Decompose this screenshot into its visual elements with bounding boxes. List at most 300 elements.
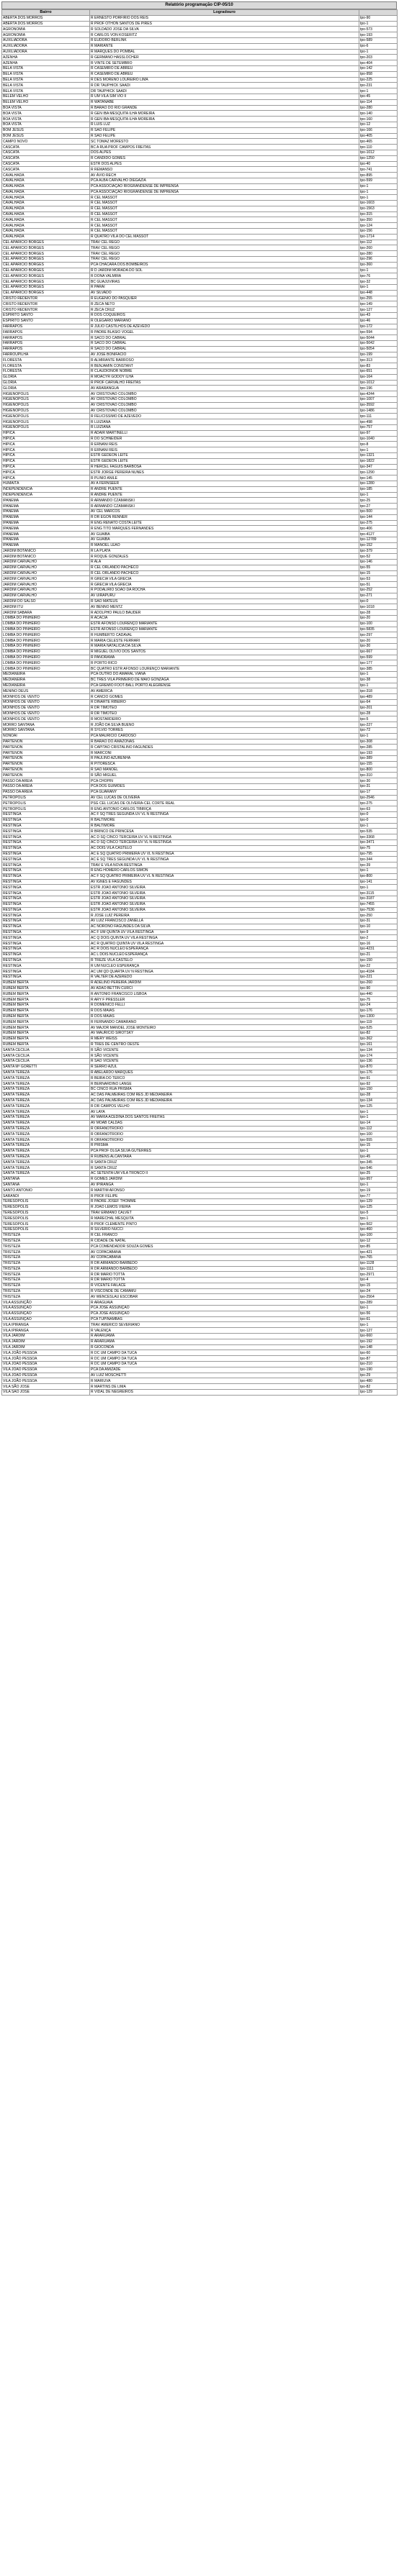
bairro-cell: CAVALHADA — [2, 189, 90, 195]
logradouro-cell: AV MAURICIO SIROTSKY — [90, 1031, 359, 1037]
tpo-cell: tpo-260 — [359, 245, 398, 251]
table-row — [2, 173, 398, 178]
table-row — [2, 716, 398, 722]
table-row — [2, 1064, 398, 1070]
logradouro-cell: R CEL MASSOT — [90, 223, 359, 229]
bairro-cell: RESTINGA — [2, 975, 90, 980]
logradouro-cell: R UM VILA SIM VIO II — [90, 94, 359, 99]
logradouro-cell: R DOMENICO FELLI — [90, 1003, 359, 1009]
tpo-cell: tpo-45 — [359, 94, 398, 99]
bairro-cell: VILA JOÃO PESSOA — [2, 1373, 90, 1378]
tpo-cell: tpo-1563 — [359, 206, 398, 211]
logradouro-cell: R SÃO MIGUEL — [90, 773, 359, 778]
table-row — [2, 722, 398, 728]
table-row — [2, 941, 398, 947]
bairro-cell: RESTINGA — [2, 829, 90, 834]
logradouro-cell: AC R DOIS NUCLEO ESPERANÇA — [90, 947, 359, 952]
tpo-cell: tpo-25 — [359, 1170, 398, 1176]
tpo-cell: tpo-315 — [359, 211, 398, 217]
tpo-cell: tpo-146 — [359, 560, 398, 565]
logradouro-cell: R PITORESCA — [90, 761, 359, 767]
logradouro-cell: R FELICISSIMO DE AZEVEDO — [90, 414, 359, 419]
logradouro-cell: R MERY WEISS — [90, 1036, 359, 1042]
table-row — [2, 71, 398, 77]
tpo-cell: tpo-61 — [359, 1316, 398, 1322]
tpo-cell: tpo-1 — [359, 683, 398, 688]
table-row — [2, 111, 398, 117]
tpo-cell: tpo-1 — [359, 823, 398, 829]
logradouro-cell: AV GUAIBA — [90, 532, 359, 537]
table-row — [2, 1193, 398, 1199]
logradouro-cell: R MARTINS DE LIMA — [90, 1384, 359, 1390]
bairro-cell: CAMPO NOVO — [2, 139, 90, 145]
logradouro-cell: R ARMANDO CZAMANSKI — [90, 504, 359, 509]
logradouro-cell: BC CINCO RUA PRISMA — [90, 1087, 359, 1093]
bairro-cell: PASSO DA AREIA — [2, 789, 90, 795]
logradouro-cell: R CEL MASSOT — [90, 195, 359, 201]
tpo-cell: tpo-800 — [359, 873, 398, 879]
bairro-cell: ABERTA DOS MORROS — [2, 15, 90, 21]
tpo-cell: tpo-155 — [359, 761, 398, 767]
bairro-cell: SANTA TEREZA — [2, 1092, 90, 1098]
bairro-cell: BOM JESUS — [2, 127, 90, 133]
bairro-cell: IPANEMA — [2, 514, 90, 520]
bairro-cell: CAVALHADA — [2, 211, 90, 217]
table-row — [2, 65, 398, 71]
logradouro-cell: AV A FERNSEER — [90, 481, 359, 486]
bairro-cell: ESPIRITO SANTO — [2, 313, 90, 319]
table-row — [2, 1316, 398, 1322]
tpo-cell: tpo-112 — [359, 1126, 398, 1132]
tpo-cell: tpo-134 — [359, 1098, 398, 1103]
logradouro-cell: PCA OUTRO DO AMARAL VIANA — [90, 672, 359, 678]
table-row — [2, 1288, 398, 1294]
bairro-cell: HIGIENOPOLIS — [2, 424, 90, 430]
tpo-cell: tpo-64 — [359, 700, 398, 706]
bairro-cell: SANTA TEREZA — [2, 1126, 90, 1132]
logradouro-cell: AV CEL MARCOS — [90, 509, 359, 514]
bairro-cell: TERESOPOLIS — [2, 1198, 90, 1204]
tpo-cell: tpo-308 — [359, 739, 398, 745]
logradouro-cell: PSG CEL LUCAS DE OLIVEIRA-CEL CORTE REAL — [90, 801, 359, 806]
table-row — [2, 694, 398, 700]
tpo-cell: tpo-193 — [359, 750, 398, 756]
tpo-cell: tpo-82 — [359, 1031, 398, 1037]
bairro-cell: SANTA TEREZA — [2, 1098, 90, 1103]
tpo-cell: tpo-0 — [359, 599, 398, 604]
tpo-cell: tpo-440 — [359, 991, 398, 997]
tpo-cell: tpo-174 — [359, 1053, 398, 1059]
bairro-cell: PETROPOLIS — [2, 795, 90, 801]
table-row — [2, 240, 398, 245]
logradouro-cell: AV LUIZ FRANCISCO ZANELLA — [90, 919, 359, 924]
column-header-bairro: Bairro — [2, 10, 90, 16]
tpo-cell: tpo-252 — [359, 588, 398, 593]
bairro-cell: CRISTO REDENTOR — [2, 296, 90, 301]
bairro-cell: TRISTEZA — [2, 1288, 90, 1294]
table-row — [2, 1210, 398, 1216]
bairro-cell: SANTA Mª GORETTI — [2, 1064, 90, 1070]
table-row — [2, 133, 398, 139]
logradouro-cell: AC F UM QUINTA UV VILA RESTINGA — [90, 929, 359, 935]
bairro-cell: RUBEM BERTA — [2, 1003, 90, 1009]
bairro-cell: VILA IPIRANGA — [2, 1328, 90, 1334]
table-row — [2, 1059, 398, 1065]
tpo-cell: tpo-1714 — [359, 234, 398, 240]
tpo-cell: tpo-448 — [359, 290, 398, 296]
tpo-cell: tpo-1486 — [359, 408, 398, 414]
table-row — [2, 823, 398, 829]
tpo-cell: tpo-1290 — [359, 470, 398, 475]
logradouro-cell: R VICENTE FAILACE — [90, 1283, 359, 1288]
logradouro-cell: R DINARTE RIBEIRO — [90, 700, 359, 706]
table-row — [2, 414, 398, 419]
tpo-cell: tpo-3592 — [359, 402, 398, 408]
logradouro-cell: AV MAJOR MANOEL JOSE MONTEIRO — [90, 1025, 359, 1031]
bairro-cell: CEL APARICIO BORGES — [2, 268, 90, 273]
table-row — [2, 458, 398, 464]
table-row — [2, 352, 398, 358]
table-row — [2, 778, 398, 784]
bairro-cell: CASCATA — [2, 145, 90, 150]
bairro-cell: PARTENON — [2, 767, 90, 773]
logradouro-cell: R PLINIO ANILE — [90, 475, 359, 481]
bairro-cell: FARRAPOS — [2, 346, 90, 352]
table-row — [2, 1160, 398, 1165]
report-sheet — [1, 1, 397, 1396]
table-row — [2, 206, 398, 211]
table-row — [2, 1378, 398, 1384]
tpo-cell: tpo-3187 — [359, 896, 398, 901]
logradouro-cell: R VALTER DE AZEREDO — [90, 975, 359, 980]
logradouro-cell: ESTR JOAO ANTONIO SILVEIRA — [90, 901, 359, 907]
logradouro-cell: AV ADÃO BETTIN CURCI — [90, 986, 359, 991]
bairro-cell: VILA ASSUNÇÃO — [2, 1300, 90, 1306]
bairro-cell: CASCATA — [2, 161, 90, 167]
logradouro-cell: PCA JOSÉ ASSUNÇÃO — [90, 1311, 359, 1316]
table-row — [2, 986, 398, 991]
bairro-cell: MEDIANEIRA — [2, 683, 90, 688]
logradouro-cell: R ORFANOTROFIO — [90, 1126, 359, 1132]
table-row — [2, 430, 398, 436]
bairro-cell: AZENHA — [2, 55, 90, 60]
table-row — [2, 329, 398, 335]
logradouro-cell: R ZECA CRUZ — [90, 307, 359, 313]
table-row — [2, 514, 398, 520]
bairro-cell: LOMBA DO PINHEIRO — [2, 627, 90, 632]
logradouro-cell: R MARIUVA — [90, 1378, 359, 1384]
logradouro-cell: R ARARUAMA — [90, 1339, 359, 1344]
table-row — [2, 688, 398, 694]
bairro-cell: RESTINGA — [2, 924, 90, 929]
bairro-cell: BOM JESUS — [2, 133, 90, 139]
table-row — [2, 1114, 398, 1120]
table-row — [2, 980, 398, 986]
table-row — [2, 1322, 398, 1328]
table-row — [2, 318, 398, 324]
bairro-cell: BELA VISTA — [2, 77, 90, 83]
tpo-cell: tpo-546 — [359, 1165, 398, 1171]
tpo-cell: tpo-1250 — [359, 155, 398, 161]
bairro-cell: LOMBA DO PINHEIRO — [2, 666, 90, 672]
bairro-cell: TRISTEZA — [2, 1260, 90, 1266]
bairro-cell: BELEM VELHO — [2, 94, 90, 99]
logradouro-cell: R TRES DE CENTRO OESTE — [90, 1042, 359, 1047]
logradouro-cell: R VIDAL DE NEGREIROS — [90, 1390, 359, 1396]
bairro-cell: JARDIM BOTANICO — [2, 554, 90, 560]
logradouro-cell: R VALENÇA — [90, 1328, 359, 1334]
table-row — [2, 1132, 398, 1137]
logradouro-cell: R ACACIA — [90, 616, 359, 622]
table-row — [2, 464, 398, 470]
tpo-cell: tpo-260 — [359, 980, 398, 986]
bairro-cell: RESTINGA — [2, 941, 90, 947]
logradouro-cell: R MOSTARDEIRO — [90, 716, 359, 722]
logradouro-cell: R DC UM CAMPO DA TUCA — [90, 1350, 359, 1356]
table-row — [2, 1384, 398, 1390]
tpo-cell: tpo-275 — [359, 801, 398, 806]
table-row — [2, 358, 398, 363]
table-row — [2, 1362, 398, 1367]
logradouro-cell: R ENG HOMERO CARLOS SIMON — [90, 868, 359, 873]
tpo-cell: tpo-4244 — [359, 391, 398, 397]
table-row — [2, 537, 398, 542]
logradouro-cell: R UM NUCLEO ESPERANÇA — [90, 963, 359, 969]
bairro-cell: BOA VISTA — [2, 122, 90, 127]
logradouro-cell: R BENJAMIN CONSTANT — [90, 363, 359, 369]
logradouro-cell: R GEN IBA MESQUITA ILHA MOREIRA — [90, 111, 359, 117]
tpo-cell: tpo-152 — [359, 542, 398, 548]
logradouro-cell: R LUIZIANA — [90, 424, 359, 430]
bairro-cell: AUXILIADORA — [2, 37, 90, 43]
table-row — [2, 77, 398, 83]
logradouro-cell: R CAPITAO CRISTALINO FAGUNDES — [90, 745, 359, 750]
tpo-cell: tpo-350 — [359, 217, 398, 223]
table-row — [2, 279, 398, 285]
tpo-cell: tpo-1 — [359, 885, 398, 891]
logradouro-cell: R JOÃO DA SILVA BUENO — [90, 722, 359, 728]
bairro-cell: MEDIANEIRA — [2, 677, 90, 683]
bairro-cell: HIPICA — [2, 447, 90, 453]
tpo-cell: tpo-56 — [359, 1311, 398, 1316]
tpo-cell: tpo-498 — [359, 419, 398, 425]
tpo-cell: tpo-172 — [359, 324, 398, 329]
logradouro-cell: R REMANSO — [90, 167, 359, 173]
logradouro-cell: R WATANABE — [90, 99, 359, 105]
tpo-cell: tpo-5 — [359, 1210, 398, 1216]
logradouro-cell: R ANDRE PUENTE — [90, 492, 359, 498]
table-row — [2, 554, 398, 560]
table-row — [2, 486, 398, 492]
tpo-cell: tpo-221 — [359, 975, 398, 980]
bairro-cell: RUBEM BERTA — [2, 991, 90, 997]
bairro-cell: FARRAPOS — [2, 335, 90, 341]
tpo-cell: tpo-203 — [359, 55, 398, 60]
logradouro-cell: R MARQUES DO POMBAL — [90, 49, 359, 55]
logradouro-cell: AV LUIZ MOSCHETTI — [90, 1373, 359, 1378]
table-row — [2, 1350, 398, 1356]
tpo-cell: tpo-500 — [359, 509, 398, 514]
logradouro-cell: R SÃO FELIPE — [90, 133, 359, 139]
bairro-cell: PASSO DA AREIA — [2, 778, 90, 784]
table-row — [2, 127, 398, 133]
bairro-cell: PETROPOLIS — [2, 806, 90, 812]
logradouro-cell: BC GUAJUVIRAS — [90, 279, 359, 285]
table-row — [2, 745, 398, 750]
bairro-cell: PARTENON — [2, 750, 90, 756]
logradouro-cell: R BALTIMORE — [90, 817, 359, 823]
tpo-cell: tpo-555 — [359, 1137, 398, 1143]
table-row — [2, 1226, 398, 1232]
logradouro-cell: ESTR AFONSO LOURENÇO MARIANTE — [90, 627, 359, 632]
logradouro-cell: R ANTONIO FRANCISCO LISBOA — [90, 991, 359, 997]
table-row — [2, 1003, 398, 1009]
tpo-cell: tpo-1 — [359, 868, 398, 873]
logradouro-cell: R DR CAMPOS VELHO — [90, 1103, 359, 1109]
tpo-cell: tpo-1128 — [359, 1260, 398, 1266]
table-row — [2, 391, 398, 397]
tpo-cell: tpo-161 — [359, 1042, 398, 1047]
logradouro-cell: R SÃO FELIPE — [90, 127, 359, 133]
tpo-cell: tpo-185 — [359, 486, 398, 492]
bairro-cell: TRISTEZA — [2, 1244, 90, 1250]
bairro-cell: HIPICA — [2, 464, 90, 470]
table-row — [2, 452, 398, 458]
logradouro-cell: R SANTA CRUZ — [90, 1165, 359, 1171]
logradouro-cell: R ARY F PRESSLER — [90, 997, 359, 1003]
logradouro-cell: TRAV CEL REGO — [90, 245, 359, 251]
logradouro-cell: R EUGENIO DO PASQUIER — [90, 296, 359, 301]
logradouro-cell: R MANOEL LEÃO — [90, 542, 359, 548]
table-row — [2, 1278, 398, 1283]
table-row — [2, 509, 398, 514]
table-row — [2, 1170, 398, 1176]
logradouro-cell: R ERNESTO PORFIRIO DOS REIS — [90, 15, 359, 21]
bairro-cell: ABERTA DOS MORROS — [2, 21, 90, 27]
tpo-cell: tpo-12 — [359, 122, 398, 127]
table-row — [2, 1356, 398, 1362]
table-row — [2, 245, 398, 251]
logradouro-cell: R BERNARDINO LANGE — [90, 1081, 359, 1087]
bairro-cell: SANTA TEREZA — [2, 1109, 90, 1115]
table-row — [2, 408, 398, 414]
tpo-cell: tpo-1 — [359, 492, 398, 498]
logradouro-cell: R ERNANI REIS — [90, 447, 359, 453]
tpo-cell: tpo-589 — [359, 37, 398, 43]
bairro-cell: SANTA CECILIA — [2, 1047, 90, 1053]
table-row — [2, 1339, 398, 1344]
table-row — [2, 105, 398, 111]
table-row — [2, 1031, 398, 1037]
table-row — [2, 307, 398, 313]
table-row — [2, 885, 398, 891]
bairro-cell: NONOAI — [2, 733, 90, 739]
table-row — [2, 863, 398, 868]
tpo-cell: tpo-31 — [359, 783, 398, 789]
bairro-cell: LOMBA DO PINHEIRO — [2, 649, 90, 655]
table-row — [2, 1328, 398, 1334]
tpo-cell: tpo-90 — [359, 986, 398, 991]
bairro-cell: HIPICA — [2, 452, 90, 458]
bairro-cell: BELA VISTA — [2, 65, 90, 71]
bairro-cell: CAVALHADA — [2, 195, 90, 201]
logradouro-cell: R CEL MASSOT — [90, 229, 359, 235]
logradouro-cell: R CEL FRANCO — [90, 1232, 359, 1238]
bairro-cell: SANTA TEREZA — [2, 1148, 90, 1154]
tpo-cell: tpo-25 — [359, 498, 398, 504]
tpo-cell: tpo-5835 — [359, 627, 398, 632]
tpo-cell: tpo-225 — [359, 77, 398, 83]
table-row — [2, 195, 398, 201]
table-row — [2, 683, 398, 688]
bairro-cell: JARDIM CARVALHO — [2, 576, 90, 582]
bairro-cell: CEL APARICIO BORGES — [2, 285, 90, 291]
table-row — [2, 1148, 398, 1154]
bairro-cell: CEL APARICIO BORGES — [2, 240, 90, 245]
tpo-cell: tpo-160 — [359, 117, 398, 122]
bairro-cell: TRISTEZA — [2, 1266, 90, 1272]
tpo-cell: tpo-1111 — [359, 1266, 398, 1272]
bairro-cell: RESTINGA — [2, 896, 90, 901]
table-row — [2, 526, 398, 532]
table-row — [2, 1232, 398, 1238]
table-row — [2, 1103, 398, 1109]
logradouro-cell: R EUDORO BERLINK — [90, 37, 359, 43]
bairro-cell: VILA JOÃO PESSOA — [2, 1356, 90, 1362]
tpo-cell: tpo-1 — [359, 672, 398, 678]
tpo-cell: tpo-800 — [359, 767, 398, 773]
tpo-cell: tpo-1280 — [359, 481, 398, 486]
logradouro-cell: AV WENCESLAU ESCOBAR — [90, 1294, 359, 1300]
tpo-cell: tpo-127 — [359, 307, 398, 313]
logradouro-cell: R BALTIMORE — [90, 823, 359, 829]
bairro-cell: RESTINGA — [2, 952, 90, 957]
logradouro-cell: R PAULINO AZURENHA — [90, 755, 359, 761]
table-row — [2, 919, 398, 924]
logradouro-cell: PCA DA AMIZADE — [90, 1367, 359, 1373]
bairro-cell: CEL APARICIO BORGES — [2, 245, 90, 251]
bairro-cell: IPANEMA — [2, 526, 90, 532]
tpo-cell: tpo-599 — [359, 655, 398, 660]
tpo-cell: tpo-164 — [359, 374, 398, 380]
table-row — [2, 419, 398, 425]
tpo-cell: tpo-227 — [359, 722, 398, 728]
bairro-cell: RUBEM BERTA — [2, 997, 90, 1003]
bairro-cell: RESTINGA — [2, 919, 90, 924]
bairro-cell: CEL APARICIO BORGES — [2, 290, 90, 296]
logradouro-cell: R GRECIA VILA GRECIA — [90, 582, 359, 588]
tpo-cell: tpo-150 — [359, 1087, 398, 1093]
table-row — [2, 1042, 398, 1047]
bairro-cell: GLORIA — [2, 380, 90, 386]
bairro-cell: HIPICA — [2, 436, 90, 442]
bairro-cell: IPANEMA — [2, 504, 90, 509]
bairro-cell: RESTINGA — [2, 963, 90, 969]
table-row — [2, 161, 398, 167]
tpo-cell: tpo-9 — [359, 929, 398, 935]
table-row — [2, 1047, 398, 1053]
tpo-cell: tpo-75 — [359, 997, 398, 1003]
tpo-cell: tpo-63 — [359, 806, 398, 812]
bairro-cell: HIGIENOPOLIS — [2, 402, 90, 408]
logradouro-cell: AV ÁVIO RECH — [90, 173, 359, 178]
logradouro-cell: PCA ALBA CARVALHO DIEGAZIA — [90, 178, 359, 183]
tpo-cell: tpo-255 — [359, 296, 398, 301]
bairro-cell: RUBEM BERTA — [2, 1019, 90, 1025]
table-row — [2, 155, 398, 161]
bairro-cell: RESTINGA — [2, 907, 90, 913]
logradouro-cell: R SERRO AZUL — [90, 1064, 359, 1070]
